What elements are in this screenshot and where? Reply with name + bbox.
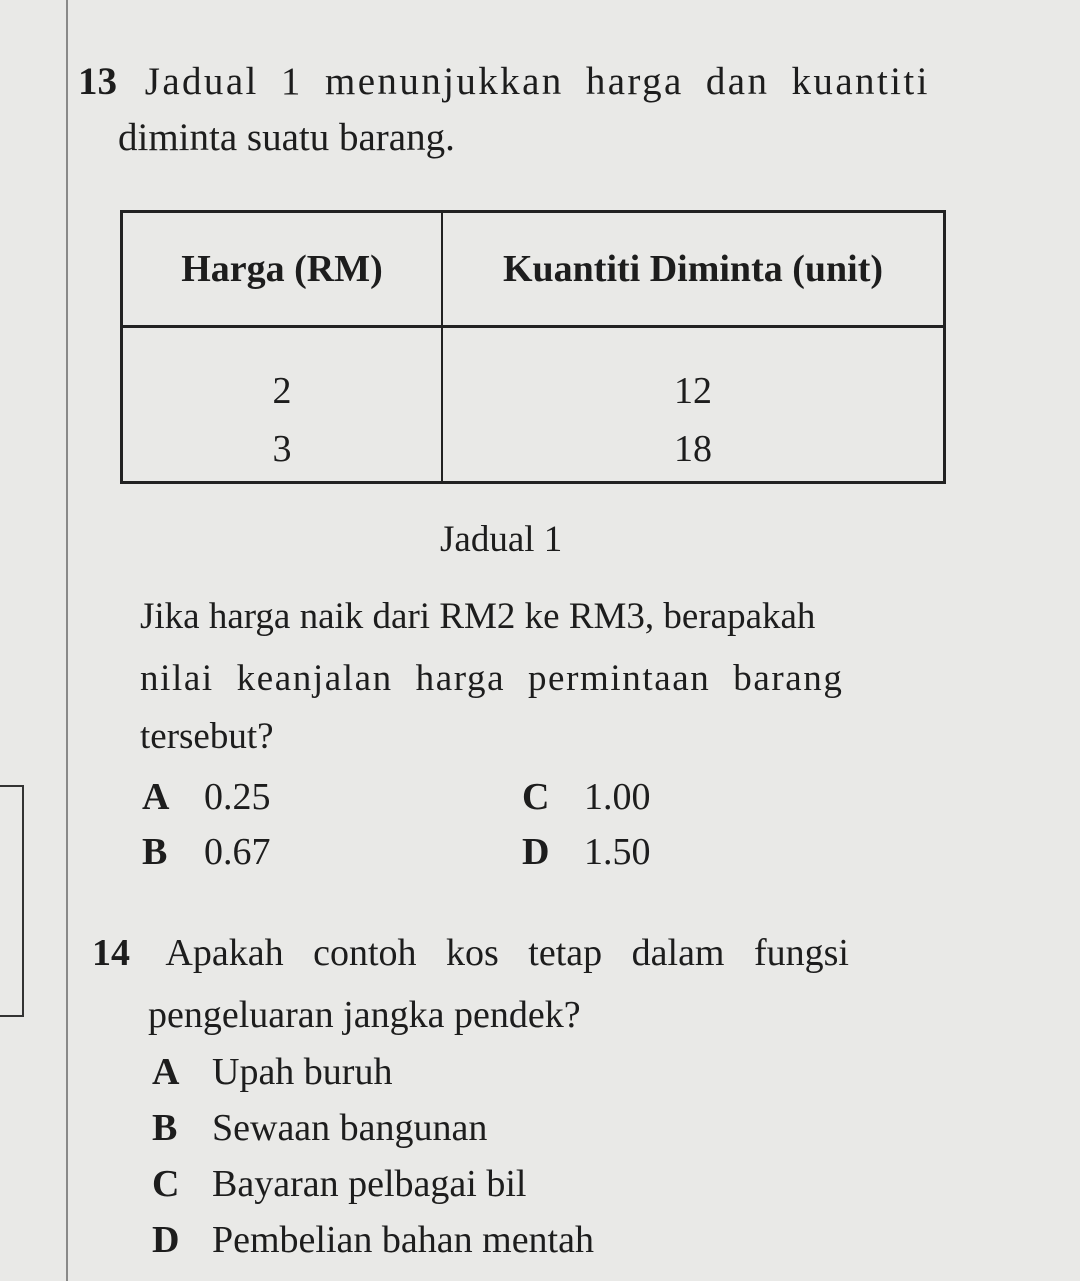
option-text: Upah buruh [212,1051,393,1093]
option-letter: A [152,1051,180,1093]
table-cell-harga [122,327,443,483]
table-header-kuantiti: Kuantiti Diminta (unit) [442,212,945,327]
cell-value: 12 [674,370,712,412]
option-letter: B [142,831,168,873]
question-number: 14 [92,932,130,974]
option-14-b[interactable] [152,1106,487,1150]
option-letter: A [142,776,170,818]
option-text: Sewaan bangunan [212,1107,488,1149]
question-text: Apakah contoh kos tetap dalam fungsi [165,932,849,974]
cell-value: 3 [272,428,292,470]
option-14-d[interactable] [152,1218,594,1262]
option-letter: B [152,1107,178,1149]
table-caption: Jadual 1 [440,519,563,560]
question-14-line-1 [92,934,849,972]
option-13-a[interactable] [142,775,271,819]
question-text: Jadual 1 menunjukkan harga dan kuantiti [144,60,930,103]
table-row [122,327,945,483]
option-text: 0.25 [204,776,271,818]
table-header-row [122,212,945,327]
question-13-stem-3: tersebut? [140,716,274,757]
question-number: 13 [78,60,117,103]
question-13-stem-1: Jika harga naik dari RM2 ke RM3, berapakah [140,596,816,637]
option-13-c[interactable] [522,775,651,819]
option-letter: C [152,1163,180,1205]
option-letter: C [522,776,550,818]
question-14-line-2: pengeluaran jangka pendek? [148,994,581,1036]
option-text: Pembelian bahan mentah [212,1219,594,1261]
question-13-stem-2: nilai keanjalan harga permintaan barang [140,658,844,699]
option-text: Bayaran pelbagai bil [212,1163,527,1205]
table-header-harga: Harga (RM) [122,212,443,327]
cell-value: 18 [674,428,712,470]
option-letter: D [522,831,550,873]
option-text: 1.50 [584,831,651,873]
option-text: 1.00 [584,776,651,818]
data-table [120,210,946,484]
margin-line [66,0,68,1281]
option-14-a[interactable] [152,1050,392,1094]
option-text: 0.67 [204,831,271,873]
question-13-line-2: diminta suatu barang. [118,116,455,159]
option-13-d[interactable] [522,830,651,874]
option-13-b[interactable] [142,830,271,874]
table-cell-kuantiti [442,327,945,483]
bracket-mark [0,785,24,1017]
option-14-c[interactable] [152,1162,526,1206]
question-13-line-1 [78,62,930,101]
option-letter: D [152,1219,180,1261]
cell-value: 2 [272,370,292,412]
